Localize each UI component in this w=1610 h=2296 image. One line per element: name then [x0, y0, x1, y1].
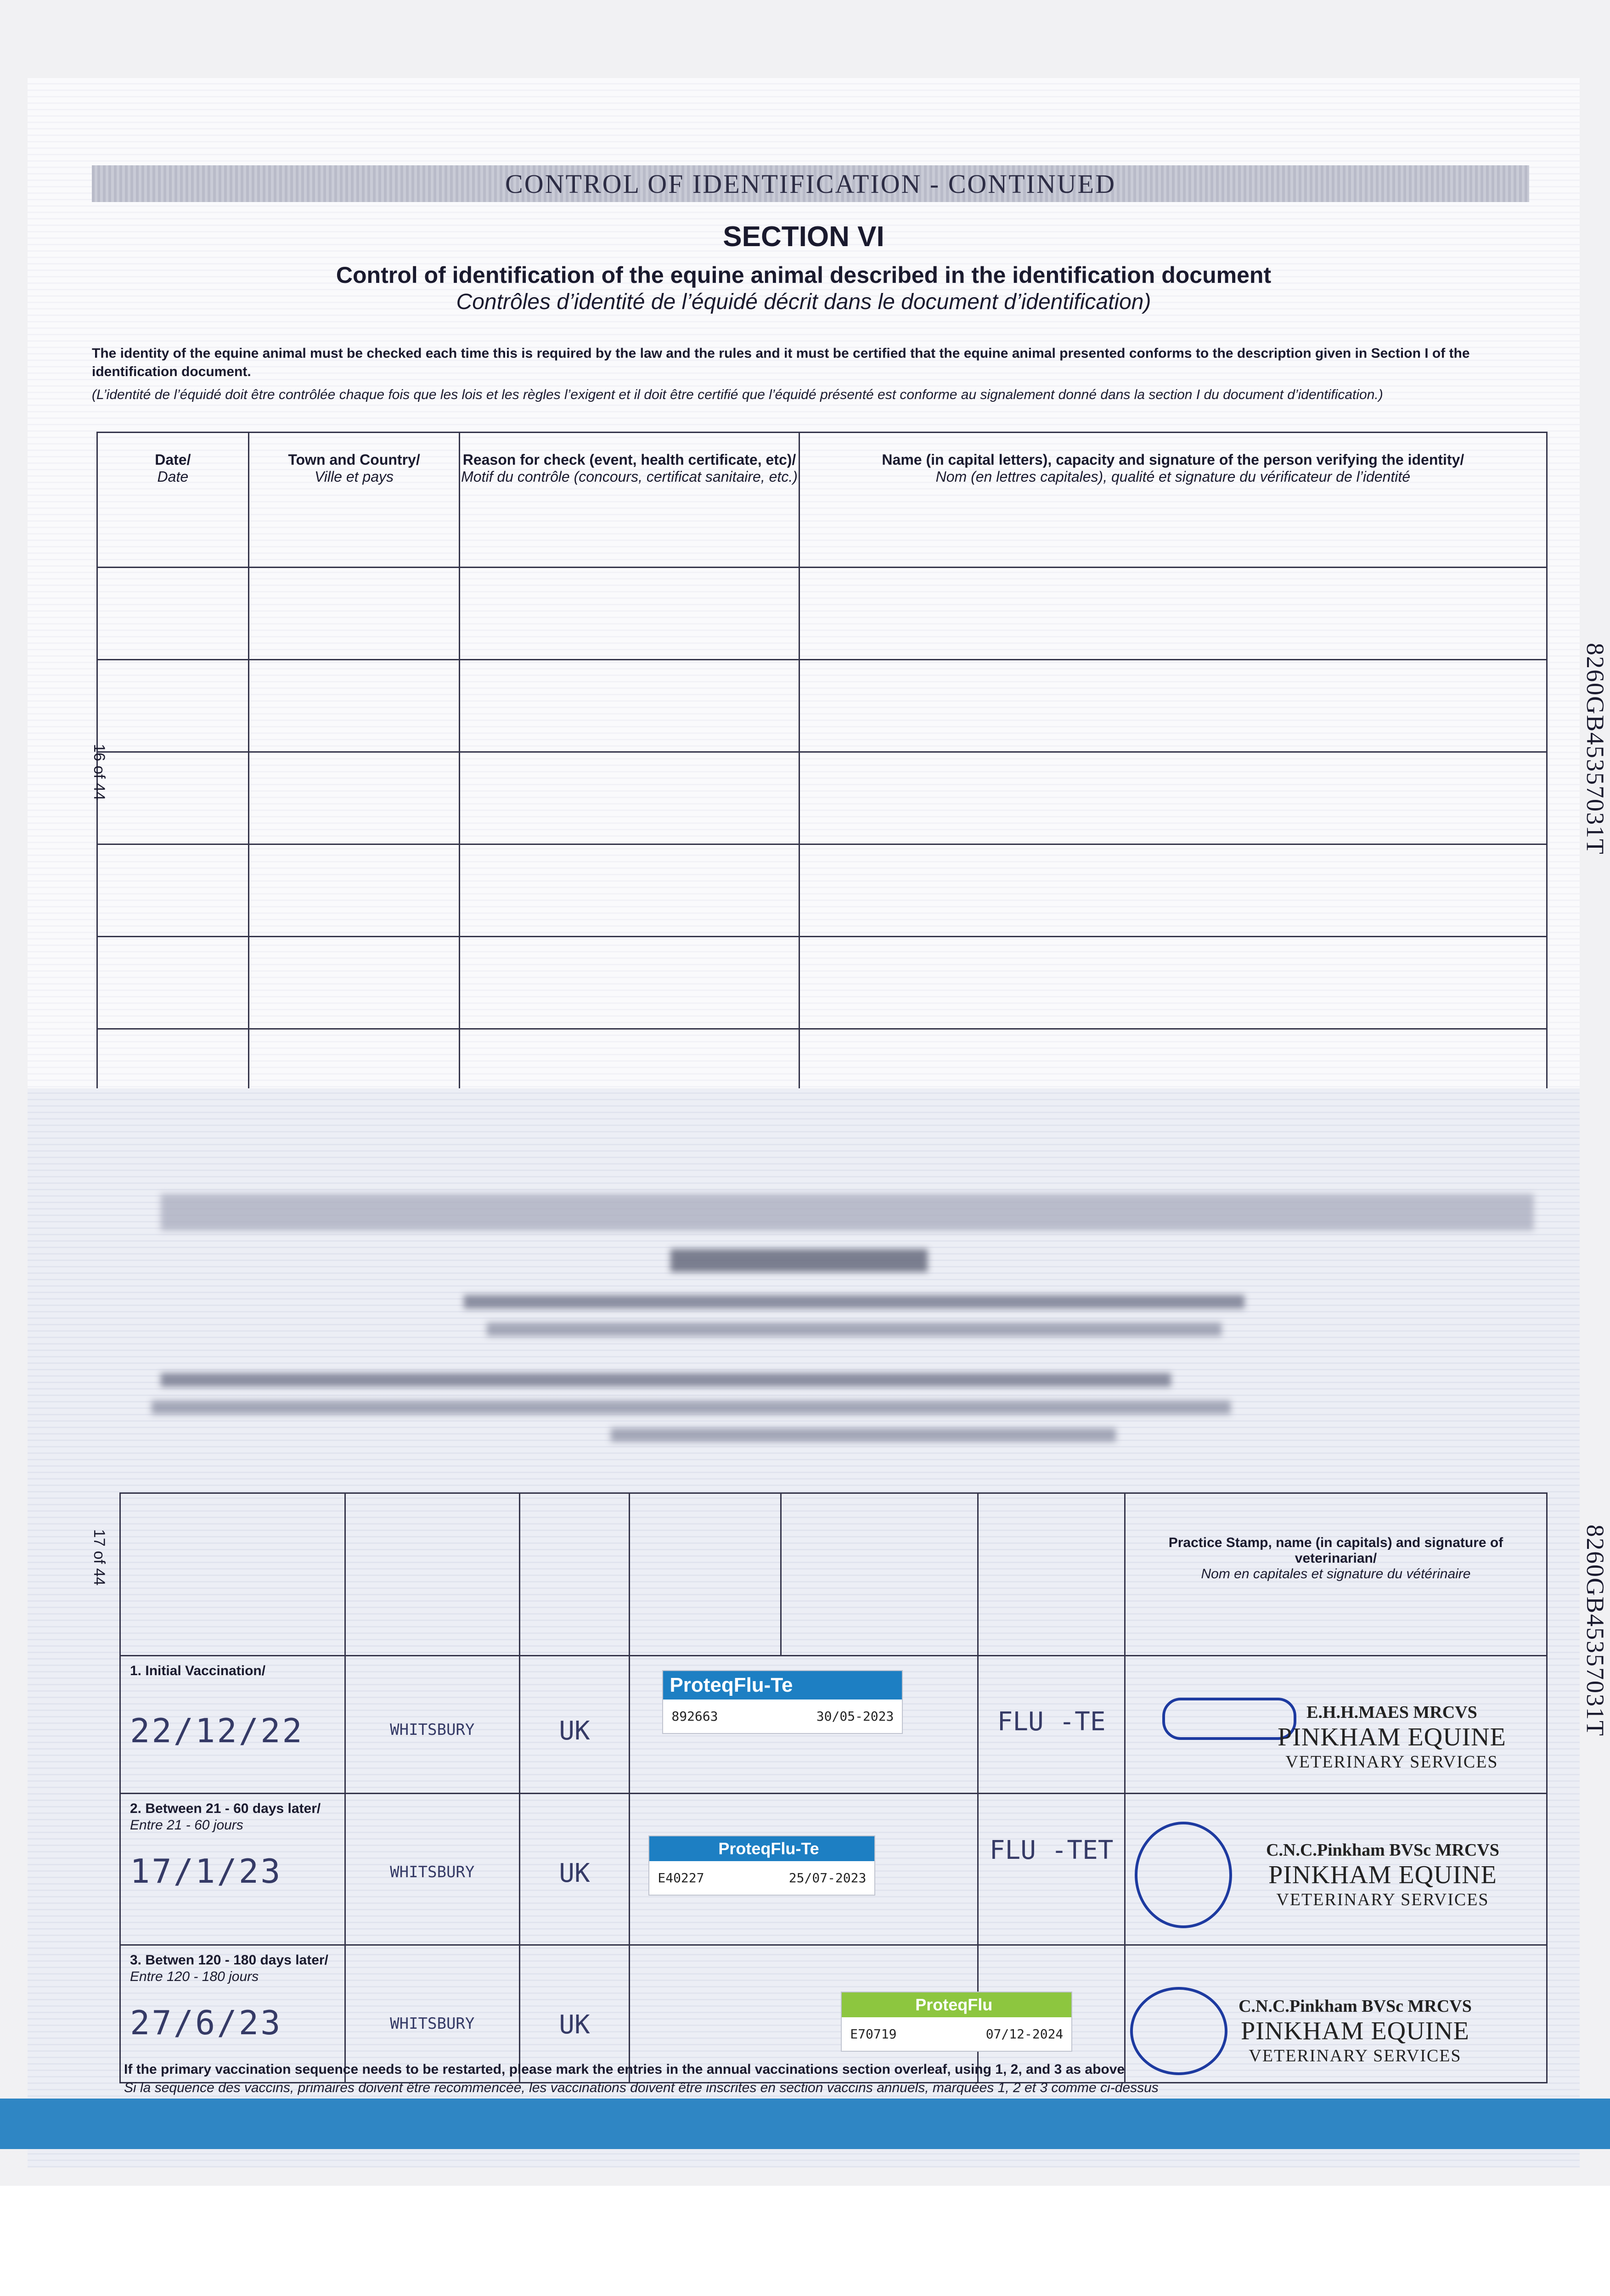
practice-sub: VETERINARY SERVICES	[1285, 1752, 1498, 1772]
table-header-row	[120, 1493, 1547, 1656]
vet-name: C.N.C.Pinkham BVSc MRCVS	[1238, 1997, 1472, 2016]
page-number: 17 of 44	[90, 1529, 108, 1586]
handwritten-country: UK	[559, 1716, 590, 1746]
practice-name: PINKHAM EQUINE	[1268, 1861, 1497, 1889]
footnote: If the primary vaccination sequence needs to be restarted, please mark the entries in the annual vaccinations section overleaf, using 1, 2, and 3 as above	[124, 2062, 1125, 2077]
handwritten-date: 17/1/23	[130, 1852, 282, 1891]
identification-check-table	[96, 432, 1548, 1122]
handwritten-country: UK	[559, 2010, 590, 2040]
vaccine-sticker	[662, 1670, 903, 1734]
instruction-blurred	[161, 1373, 1171, 1387]
table-row	[97, 937, 1547, 1029]
vaccination-row-2	[120, 1794, 1547, 1945]
handwritten-place: WHITSBURY	[390, 1863, 475, 1881]
header-reason: Reason for check (event, health certificate, etc)/ Motif du contrôle (concours, certificat sanitaire, etc.)	[460, 433, 799, 568]
practice-stamp	[1250, 1702, 1534, 1772]
instruction-fr-blurred-2	[611, 1428, 1116, 1442]
handwritten-disease: FLU -TE	[997, 1707, 1106, 1737]
handwritten-disease: FLU -TET	[989, 1835, 1114, 1865]
sticker-exp: 30/05-2023	[816, 1709, 894, 1724]
cover-edge-band	[0, 2099, 1610, 2149]
section-subtitle-fr: Contrôles d’identité de l’équidé décrit dans le document d’identification)	[456, 290, 1151, 314]
header-date: Date/ Date	[97, 433, 249, 568]
header-verifier: Name (in capital letters), capacity and signature of the person verifying the identity/ Nom (en lettres capitales), qualité et signature du vérificateur de l’identité	[799, 433, 1547, 568]
page-16	[28, 78, 1609, 1088]
instruction-text-fr: (L’identité de l’équidé doit être contrôlée chaque fois que les lois et les règles l’exigent et il doit être certifié que l’équidé présenté est conforme au signalement donné dans la section I du document d’identification.)	[92, 387, 1383, 402]
section-title: SECTION VI	[723, 221, 884, 253]
vet-signature	[1135, 1822, 1232, 1928]
header-practice-stamp	[1125, 1493, 1547, 1656]
vaccination-table	[119, 1492, 1548, 2083]
vaccination-row-1	[120, 1656, 1547, 1794]
table-row	[97, 660, 1547, 752]
header-date-blurred	[120, 1493, 345, 1656]
handwritten-place: WHITSBURY	[390, 2015, 475, 2033]
banner-title: CONTROL OF IDENTIFICATION - CONTINUED	[505, 169, 1116, 199]
stamp-header: Practice Stamp, name (in capitals) and signature of veterinarian/	[1168, 1535, 1503, 1566]
vet-name: E.H.H.MAES MRCVS	[1306, 1703, 1477, 1722]
vaccine-sticker	[841, 1992, 1072, 2052]
section-banner	[92, 165, 1529, 202]
subtitle-fr-blurred	[487, 1322, 1222, 1336]
sticker-brand: ProteqFlu	[842, 1992, 1071, 2017]
practice-sub: VETERINARY SERVICES	[1276, 1890, 1489, 1909]
row-label-fr: Entre 21 - 60 jours	[130, 1818, 243, 1833]
sticker-exp: 07/12-2024	[985, 2026, 1064, 2042]
sticker-lot: 892663	[671, 1709, 718, 1724]
section-subtitle: Control of identification of the equine animal described in the identification document	[336, 262, 1272, 288]
practice-name: PINKHAM EQUINE	[1241, 2017, 1469, 2045]
passport-id: 8260GB45357031T	[1582, 1525, 1609, 1737]
header-town-country: Town and Country/ Ville et pays	[248, 433, 460, 568]
handwritten-country: UK	[559, 1858, 590, 1888]
vaccine-sticker-cell	[630, 1656, 978, 1794]
practice-stamp-cell	[1125, 1656, 1547, 1794]
vaccine-sticker-cell	[630, 1794, 978, 1945]
page-number: 16 of 44	[90, 744, 108, 800]
footnote-fr: Si la sequence des vaccins, primaires doivent être recommencée, les vaccinations doivent être inscrites en section vaccins annuels, marquées 1, 2 et 3 comme ci-dessus	[124, 2080, 1159, 2095]
vet-name: C.N.C.Pinkham BVSc MRCVS	[1266, 1840, 1499, 1860]
sticker-brand: ProteqFlu-Te	[663, 1671, 902, 1699]
sticker-exp: 25/07-2023	[788, 1870, 867, 1885]
practice-stamp	[1217, 1996, 1493, 2066]
passport-sheet	[28, 78, 1609, 2167]
header-vaccine-name-blurred	[630, 1493, 781, 1656]
table-row	[97, 844, 1547, 937]
header-place-blurred	[345, 1493, 519, 1656]
practice-sub: VETERINARY SERVICES	[1249, 2046, 1462, 2065]
stamp-header-fr: Nom en capitales et signature du vétérinaire	[1201, 1566, 1471, 1581]
passport-id: 8260GB45357031T	[1582, 643, 1609, 855]
table-row	[97, 568, 1547, 660]
table-header-row	[97, 433, 1547, 568]
handwritten-date: 22/12/22	[130, 1711, 304, 1750]
row-label: 3. Betwen 120 - 180 days later/	[130, 1953, 328, 1968]
header-disease-blurred	[978, 1493, 1125, 1656]
handwritten-date: 27/6/23	[130, 2003, 282, 2042]
sticker-brand: ProteqFlu-Te	[649, 1836, 874, 1861]
handwritten-place: WHITSBURY	[390, 1721, 475, 1739]
section-title-blurred	[670, 1249, 928, 1272]
sticker-lot: E40227	[658, 1870, 704, 1885]
sticker-lot: E70719	[850, 2026, 897, 2042]
section-banner-blurred	[161, 1194, 1534, 1231]
page-17	[28, 1088, 1609, 2167]
vaccine-sticker	[648, 1835, 875, 1896]
subtitle-blurred	[464, 1295, 1244, 1309]
practice-name: PINKHAM EQUINE	[1278, 1723, 1506, 1751]
instruction-fr-blurred	[152, 1401, 1231, 1414]
row-label: 1. Initial Vaccination/	[130, 1663, 266, 1678]
instruction-text: The identity of the equine animal must be checked each time this is required by the law and the rules and it must be certified that the equine animal presented conforms to the description given in Section I of the identification document.	[92, 346, 1470, 379]
row-label-fr: Entre 120 - 180 jours	[130, 1969, 259, 1984]
scan-margin	[0, 2186, 1610, 2296]
table-row	[97, 752, 1547, 844]
header-country-blurred	[519, 1493, 630, 1656]
header-batch-blurred	[781, 1493, 978, 1656]
row-label: 2. Between 21 - 60 days later/	[130, 1801, 321, 1816]
practice-stamp-cell	[1125, 1794, 1547, 1945]
practice-stamp	[1236, 1840, 1530, 1910]
